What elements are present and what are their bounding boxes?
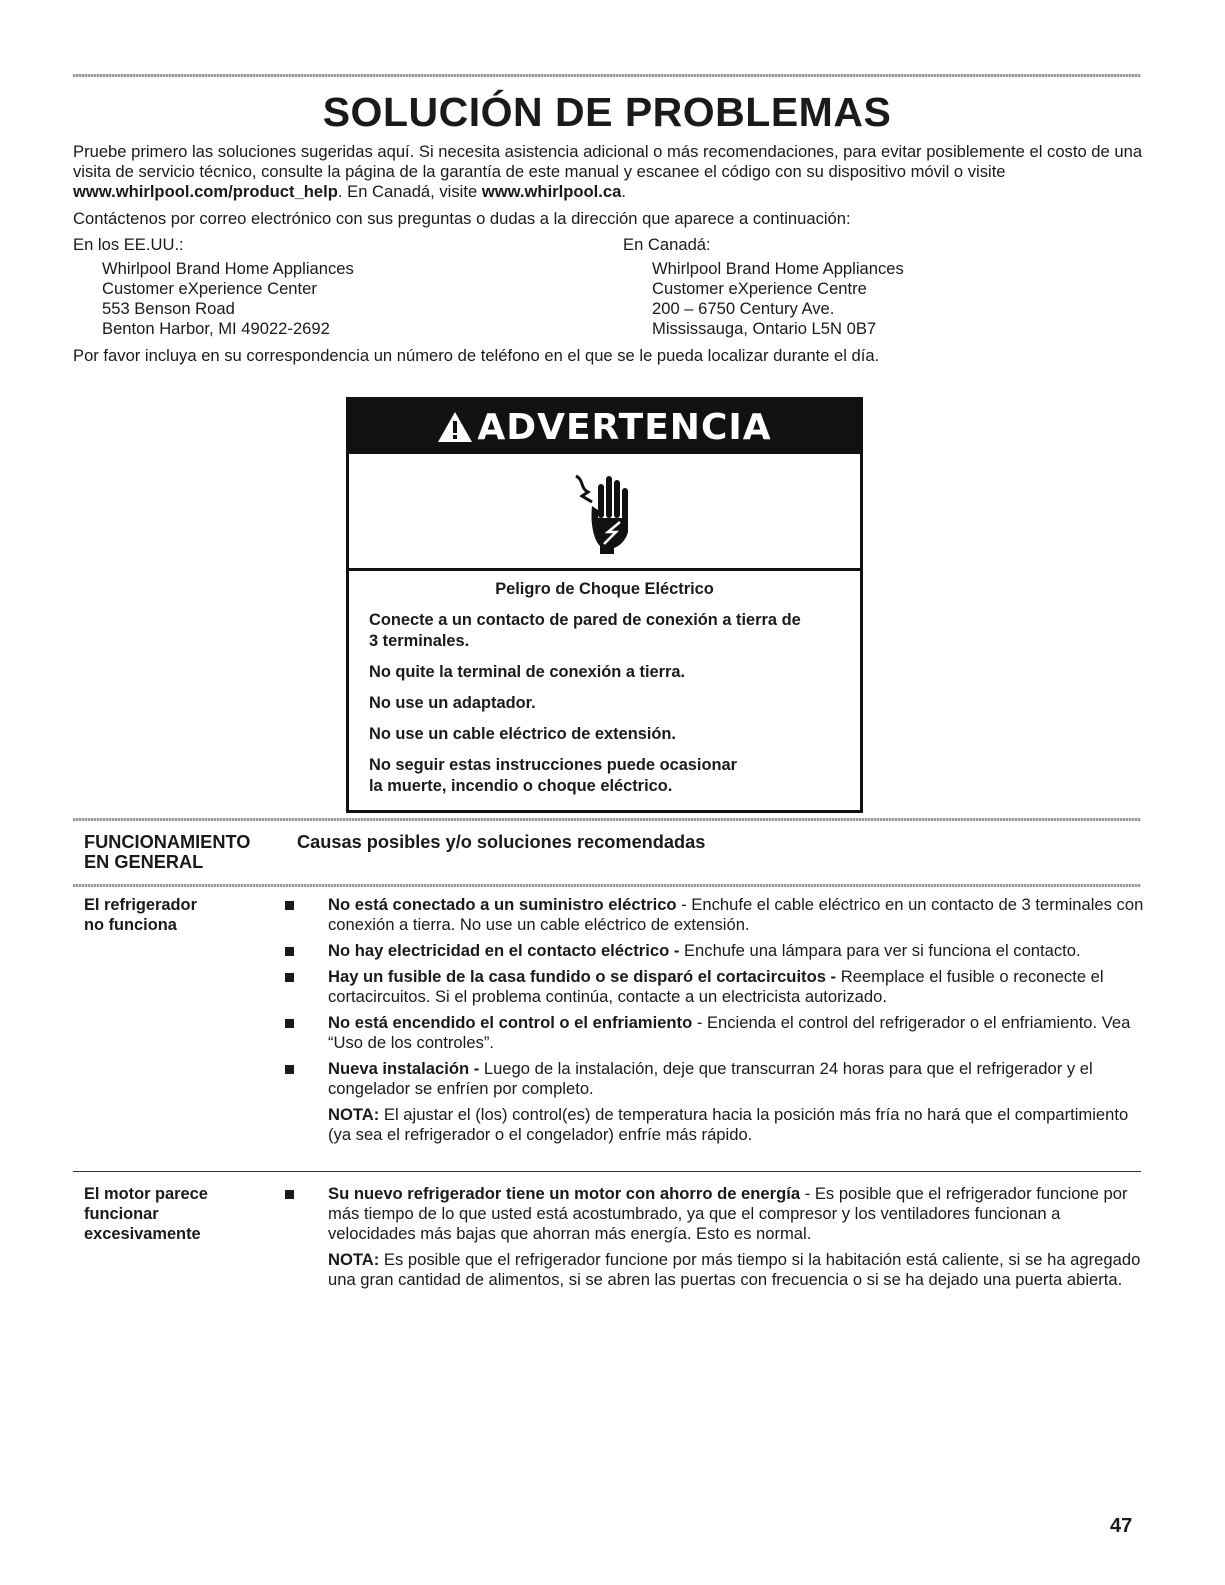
bullet-icon bbox=[285, 1065, 294, 1074]
link-whirlpool-us[interactable]: www.whirlpool.com/product_help bbox=[73, 182, 338, 201]
solution-note bbox=[285, 1105, 1145, 1145]
warning-box bbox=[346, 397, 863, 813]
row-divider bbox=[73, 1171, 1141, 1172]
intro-text-3: . bbox=[621, 182, 626, 201]
solution-cause: Nueva instalación - bbox=[328, 1059, 480, 1078]
address-ca-line: 200 – 6750 Century Ave. bbox=[652, 299, 835, 318]
page-number: 47 bbox=[1110, 1515, 1133, 1537]
address-us bbox=[73, 235, 354, 339]
row-label-line: no funciona bbox=[84, 916, 177, 934]
warning-instruction: No use un cable eléctrico de extensión. bbox=[369, 725, 676, 743]
solution-text: Enchufe una lámpara para ver si funciona el contacto. bbox=[679, 941, 1081, 960]
address-us-line: Whirlpool Brand Home Appliances bbox=[102, 259, 354, 278]
address-us-line: Customer eXperience Center bbox=[102, 279, 317, 298]
solution-item bbox=[285, 1059, 1145, 1099]
solution-item bbox=[285, 1013, 1145, 1053]
warning-header bbox=[349, 400, 860, 454]
row-label-line: El refrigerador bbox=[84, 896, 197, 914]
bullet-icon bbox=[285, 1019, 294, 1028]
solution-item bbox=[285, 1184, 1145, 1244]
address-us-line: Benton Harbor, MI 49022-2692 bbox=[102, 319, 330, 338]
contact-line: Contáctenos por correo electrónico con sus preguntas o dudas a la dirección que aparece a continuación: bbox=[73, 209, 851, 228]
row-solutions-motor-excessive bbox=[285, 1184, 1145, 1290]
solution-item bbox=[285, 895, 1145, 935]
bullet-icon bbox=[285, 947, 294, 956]
warning-body bbox=[349, 571, 860, 797]
warning-instruction bbox=[369, 610, 840, 652]
warning-danger-title: Peligro de Choque Eléctrico bbox=[495, 580, 714, 598]
intro-text-1: Pruebe primero las soluciones sugeridas aquí. Si necesita asistencia adicional o más recomendaciones, para evitar posiblemente el costo de una visita de servicio técnico, consulte la página de la garantía de este manual y escanee el código con su dispositivo móvil o visite bbox=[73, 142, 1143, 181]
row-label-line: El motor parece bbox=[84, 1185, 208, 1203]
warning-instruction: No quite la terminal de conexión a tierra. bbox=[369, 663, 686, 681]
address-us-label: En los EE.UU.: bbox=[73, 235, 184, 254]
warning-line: Conecte a un contacto de pared de conexión a tierra de bbox=[369, 611, 801, 629]
note-text: Es posible que el refrigerador funcione por más tiempo si la habitación está caliente, si se ha agregado una gran cantidad de alimentos, si se abren las puertas con frecuencia o si se ha dejado una puerta abierta. bbox=[328, 1250, 1141, 1289]
bullet-icon bbox=[285, 973, 294, 982]
header-line: FUNCIONAMIENTO bbox=[84, 832, 251, 852]
intro-paragraph bbox=[73, 142, 1143, 202]
note-text: El ajustar el (los) control(es) de temperatura hacia la posición más fría no hará que el compartimiento (ya sea el refrigerador o el congelador) enfríe más rápido. bbox=[328, 1105, 1129, 1144]
warning-icon-area bbox=[349, 454, 860, 571]
warning-instruction bbox=[369, 755, 840, 797]
solution-cause: No hay electricidad en el contacto eléctrico - bbox=[328, 941, 680, 960]
address-ca-line: Customer eXperience Centre bbox=[652, 279, 867, 298]
row-solutions-not-working bbox=[285, 895, 1145, 1145]
solution-note bbox=[285, 1250, 1145, 1290]
top-divider bbox=[73, 74, 1141, 77]
solution-cause: Hay un fusible de la casa fundido o se disparó el cortacircuitos - bbox=[328, 967, 837, 986]
row-label-not-working bbox=[84, 895, 197, 935]
warning-line: 3 terminales. bbox=[369, 632, 470, 650]
solution-text: Reemplace el fusible o reconecte el cortacircuitos. Si el problema continúa, contacte a un electricista autorizado. bbox=[328, 967, 1104, 1006]
table-header-divider bbox=[73, 884, 1141, 887]
solution-cause: No está encendido el control o el enfriamiento bbox=[328, 1013, 693, 1032]
page-title: SOLUCIÓN DE PROBLEMAS bbox=[322, 89, 892, 135]
warning-title: ADVERTENCIA bbox=[477, 406, 772, 448]
solution-item bbox=[285, 967, 1145, 1007]
electrical-shock-hand-icon bbox=[570, 466, 640, 556]
note-label: NOTA: bbox=[328, 1250, 380, 1269]
solution-text: - Enchufe el cable eléctrico en un contacto de 3 terminales con conexión a tierra. No use un cable eléctrico de extensión. bbox=[328, 895, 1144, 934]
header-line: EN GENERAL bbox=[84, 852, 204, 872]
solution-text: Luego de la instalación, deje que transcurran 24 horas para que el refrigerador y el congelador se enfríen por completo. bbox=[328, 1059, 1093, 1098]
bullet-icon bbox=[285, 1190, 294, 1199]
address-ca-line: Mississauga, Ontario L5N 0B7 bbox=[652, 319, 877, 338]
solution-cause: No está conectado a un suministro eléctrico bbox=[328, 895, 677, 914]
link-whirlpool-ca[interactable]: www.whirlpool.ca bbox=[481, 182, 622, 201]
solution-cause: Su nuevo refrigerador tiene un motor con ahorro de energía bbox=[328, 1184, 801, 1203]
row-label-motor-excessive bbox=[84, 1184, 208, 1244]
intro-text-2: . En Canadá, visite bbox=[337, 182, 482, 201]
warning-triangle-icon bbox=[437, 411, 473, 443]
warning-instruction: No use un adaptador. bbox=[369, 694, 536, 712]
bullet-icon bbox=[285, 901, 294, 910]
phone-note: Por favor incluya en su correspondencia un número de teléfono en el que se le pueda localizar durante el día. bbox=[73, 346, 880, 365]
address-ca-line: Whirlpool Brand Home Appliances bbox=[652, 259, 904, 278]
address-ca-label: En Canadá: bbox=[623, 235, 711, 254]
table-top-divider bbox=[73, 818, 1141, 821]
row-label-line: excesivamente bbox=[84, 1225, 201, 1243]
row-label-line: funcionar bbox=[84, 1205, 159, 1223]
note-label: NOTA: bbox=[328, 1105, 380, 1124]
warning-line: No seguir estas instrucciones puede ocasionar bbox=[369, 756, 737, 774]
address-ca bbox=[623, 235, 904, 339]
solution-text: - Encienda el control del refrigerador o el enfriamiento. Vea “Uso de los controles”. bbox=[328, 1013, 1131, 1052]
warning-line: la muerte, incendio o choque eléctrico. bbox=[369, 777, 673, 795]
solution-item bbox=[285, 941, 1145, 961]
solution-text: - Es posible que el refrigerador funcione por más tiempo de lo que usted está acostumbrado, ya que el compresor y los ventiladores funcionan a velocidades más bajas que ahorran más energía. Esto es normal. bbox=[328, 1184, 1128, 1243]
address-us-line: 553 Benson Road bbox=[102, 299, 235, 318]
table-header-category bbox=[84, 832, 250, 872]
table-header-solutions: Causas posibles y/o soluciones recomendadas bbox=[297, 832, 706, 852]
